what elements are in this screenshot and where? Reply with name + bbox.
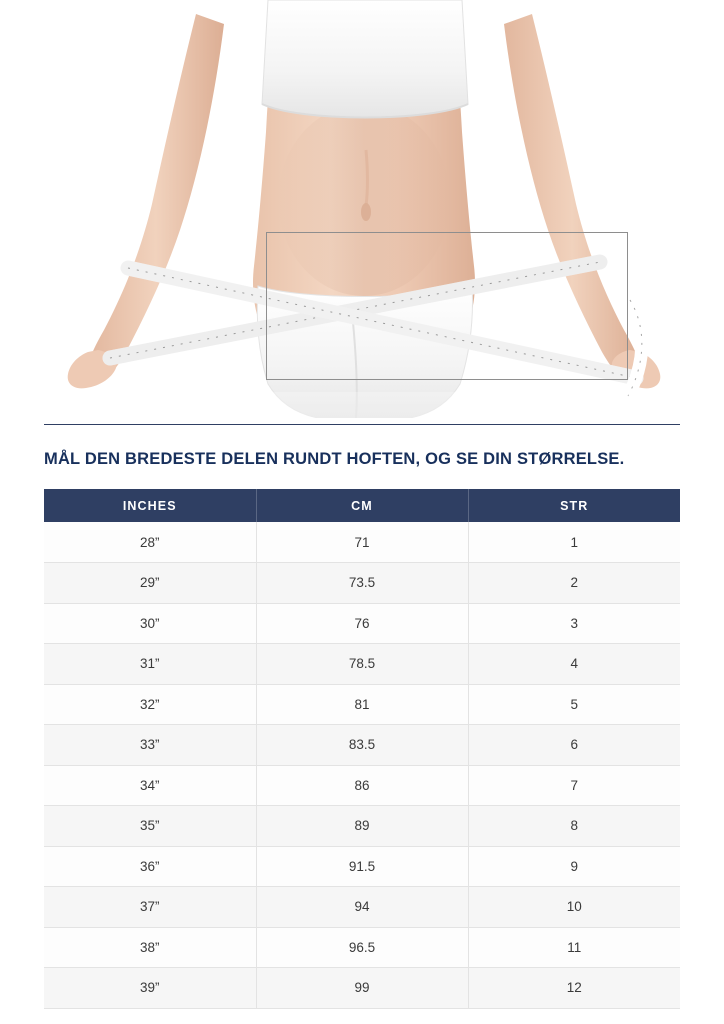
cell-cm: 96.5 <box>256 927 468 968</box>
cell-cm: 83.5 <box>256 725 468 766</box>
cell-inches: 29” <box>44 563 256 604</box>
cell-inches: 37” <box>44 887 256 928</box>
table-row <box>44 563 680 604</box>
table-header-row <box>44 489 680 522</box>
cell-str: 9 <box>468 846 680 887</box>
table-row <box>44 725 680 766</box>
table-row <box>44 968 680 1009</box>
sports-bra <box>262 0 468 118</box>
cell-cm: 94 <box>256 887 468 928</box>
table-row <box>44 603 680 644</box>
column-header-cm: CM <box>256 489 468 522</box>
cell-cm: 76 <box>256 603 468 644</box>
cell-inches: 39” <box>44 968 256 1009</box>
section-divider <box>44 424 680 425</box>
size-chart-table <box>44 489 680 1009</box>
cell-str: 11 <box>468 927 680 968</box>
hip-measurement-illustration <box>0 0 724 418</box>
cell-cm: 86 <box>256 765 468 806</box>
cell-str: 4 <box>468 644 680 685</box>
cell-cm: 91.5 <box>256 846 468 887</box>
cell-cm: 73.5 <box>256 563 468 604</box>
cell-str: 1 <box>468 522 680 563</box>
table-row <box>44 522 680 563</box>
cell-inches: 30” <box>44 603 256 644</box>
cell-str: 10 <box>468 887 680 928</box>
cell-inches: 33” <box>44 725 256 766</box>
table-row <box>44 806 680 847</box>
page-title: MÅL DEN BREDESTE DELEN RUNDT HOFTEN, OG SE DIN STØRRELSE. <box>44 450 625 468</box>
cell-cm: 89 <box>256 806 468 847</box>
table-body <box>44 522 680 1008</box>
column-header-str: STR <box>468 489 680 522</box>
table-row <box>44 684 680 725</box>
table-row <box>44 927 680 968</box>
cell-cm: 81 <box>256 684 468 725</box>
cell-inches: 36” <box>44 846 256 887</box>
cell-cm: 71 <box>256 522 468 563</box>
cell-cm: 99 <box>256 968 468 1009</box>
table-header <box>44 489 680 522</box>
cell-str: 2 <box>468 563 680 604</box>
cell-str: 6 <box>468 725 680 766</box>
table-row <box>44 846 680 887</box>
cell-str: 3 <box>468 603 680 644</box>
table-row <box>44 765 680 806</box>
cell-cm: 78.5 <box>256 644 468 685</box>
cell-str: 7 <box>468 765 680 806</box>
cell-inches: 32” <box>44 684 256 725</box>
cell-str: 8 <box>468 806 680 847</box>
table-row <box>44 644 680 685</box>
cell-str: 5 <box>468 684 680 725</box>
cell-inches: 38” <box>44 927 256 968</box>
cell-str: 12 <box>468 968 680 1009</box>
table-row <box>44 887 680 928</box>
cell-inches: 35” <box>44 806 256 847</box>
column-header-inches: INCHES <box>44 489 256 522</box>
hero-image <box>0 0 724 418</box>
cell-inches: 34” <box>44 765 256 806</box>
cell-inches: 28” <box>44 522 256 563</box>
cell-inches: 31” <box>44 644 256 685</box>
